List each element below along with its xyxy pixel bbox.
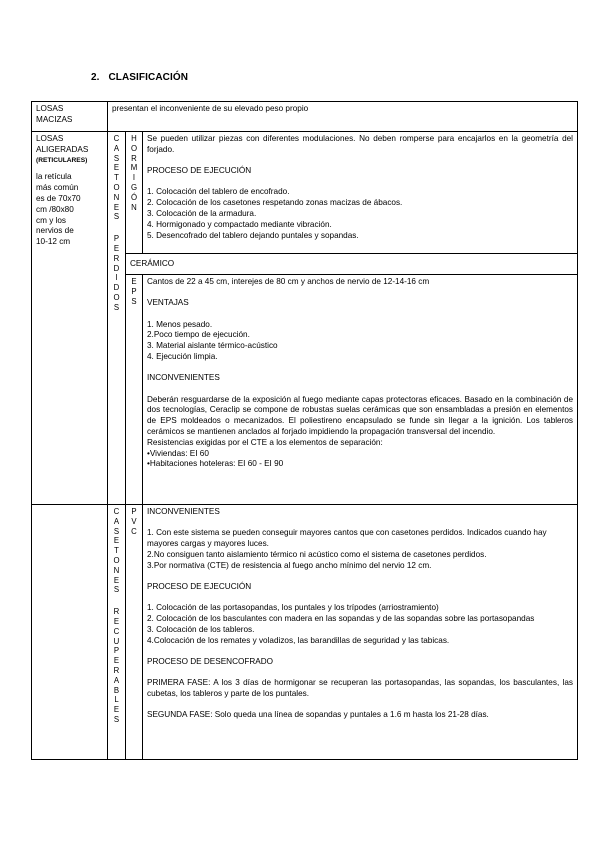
vletter: R	[113, 665, 120, 675]
eps-content	[143, 275, 578, 505]
vletter: S	[113, 153, 120, 163]
label-line: MACIZAS	[36, 114, 73, 124]
label-reticulares: (RETICULARES)	[36, 156, 88, 164]
section-number: 2.	[91, 72, 100, 83]
hormigon-step: 2. Colocación de los casetones respetando zonas macizas de ábacos.	[147, 198, 403, 208]
vletter: E	[113, 575, 120, 585]
vletter: B	[113, 685, 120, 695]
vletter: O	[113, 292, 120, 302]
label-line: LOSAS	[36, 104, 64, 113]
vletter: I	[132, 173, 136, 183]
vletter: R	[113, 253, 120, 263]
ceramico-label: CERÁMICO	[126, 254, 578, 275]
vletter: R	[131, 153, 137, 163]
vletter: U	[113, 636, 120, 646]
macizas-description: presentan el inconveniente de su elevado peso propio	[108, 102, 578, 132]
hormigon-step: 5. Desencofrado del tablero dejando puntales y sopandas.	[147, 230, 359, 240]
vletter: N	[131, 202, 137, 212]
vletter: P	[131, 507, 137, 516]
vertical-casetones-perdidos	[108, 132, 126, 505]
vletter: C	[113, 507, 120, 516]
vletter: S	[113, 302, 120, 312]
vletter: V	[131, 516, 137, 526]
pvc-inconveniente: 1. Con este sistema se pueden conseguir mayores cantos que con casetones perdidos. Indicados cuando hay mayores cargas y mayores luces.	[147, 528, 547, 549]
vletter: S	[113, 714, 120, 724]
vletter: D	[113, 263, 120, 273]
vletter: T	[114, 546, 119, 556]
section-heading	[91, 72, 188, 83]
note-line: 10-12 cm	[36, 237, 71, 247]
row-losas-macizas	[32, 102, 578, 132]
pvc-inconveniente: 3.Por normativa (CTE) de resistencia al fuego ancho mínimo del nervio 12 cm.	[147, 560, 432, 570]
vletter: C	[113, 626, 120, 636]
vletter: E	[113, 656, 120, 666]
vertical-pvc	[126, 505, 143, 760]
vletter: O	[130, 143, 138, 153]
row-hormigon	[32, 132, 578, 254]
reticula-note	[36, 172, 103, 248]
vletter: E	[113, 202, 120, 212]
label-losas-aligeradas	[32, 132, 108, 505]
eps-ventaja: 4. Ejecución limpia.	[147, 351, 218, 361]
label-line: LOSAS	[36, 134, 64, 143]
pvc-segunda-fase: SEGUNDA FASE: Solo queda una línea de sopandas y puntales a 1.6 m hasta los 21-28 días.	[147, 710, 489, 720]
vletter: H	[131, 134, 137, 143]
vletter: O	[113, 555, 120, 565]
classification-table	[31, 101, 578, 760]
vletter: N	[113, 192, 120, 202]
vletter: Ó	[130, 192, 138, 202]
vletter: P	[131, 286, 137, 296]
empty-label-cell	[32, 505, 108, 760]
vletter: M	[130, 163, 138, 173]
note-line: cm y los	[36, 215, 67, 225]
hormigon-intro: Se pueden utilizar piezas con diferentes modulaciones. No deben romperse para encajarlos en la geometría del forjado.	[147, 134, 573, 154]
eps-intro: Cantos de 22 a 45 cm, interejes de 80 cm y anchos de nervio de 12-14-16 cm	[147, 277, 430, 286]
note-line: es de 70x70	[36, 193, 81, 203]
vletter: C	[131, 526, 137, 536]
vletter: I	[115, 273, 118, 283]
hormigon-step: 4. Hormigonado y compactado mediante vibración.	[147, 219, 332, 229]
eps-ventajas-title: VENTAJAS	[147, 298, 189, 308]
hormigon-process-title: PROCESO DE EJECUCIÓN	[147, 166, 252, 176]
vletter: E	[113, 536, 120, 546]
vletter: D	[113, 283, 120, 293]
label-line: ALIGERADAS	[36, 144, 89, 154]
pvc-step: 4.Colocación de los remates y voladizos, las barandillas de seguridad y las tabicas.	[147, 635, 450, 645]
hormigon-content	[143, 132, 578, 254]
vletter: E	[131, 277, 137, 286]
vletter: E	[113, 616, 120, 626]
vletter: C	[113, 134, 120, 143]
label-losas-macizas	[32, 102, 108, 132]
eps-ventaja: 2.Poco tiempo de ejecución.	[147, 330, 250, 340]
vertical-hormigon	[126, 132, 143, 254]
vletter: R	[113, 607, 120, 617]
pvc-content	[143, 505, 578, 760]
eps-ventaja: 1. Menos pesado.	[147, 319, 213, 329]
vletter: A	[113, 143, 120, 153]
vletter: S	[113, 526, 120, 536]
note-line: cm /80x80	[36, 204, 74, 214]
row-pvc	[32, 505, 578, 760]
pvc-step: 2. Colocación de los basculantes con madera en las sopandas y de las sopandas sobre las portasopandas	[147, 614, 535, 624]
note-line: nervios de	[36, 226, 74, 236]
eps-resistencia: Resistencias exigidas por el CTE a los elementos de separación:	[147, 437, 383, 447]
pvc-inconveniente: 2.No consiguen tanto aislamiento térmico ni acústico como el sistema de casetones perdidos.	[147, 549, 487, 559]
pvc-step: 1. Colocación de las portasopandas, los puntales y los trípodes (arriostramiento)	[147, 603, 439, 613]
eps-inconvenientes-title: INCONVENIENTES	[147, 373, 220, 383]
vletter: E	[113, 163, 120, 173]
vletter: N	[113, 565, 120, 575]
vletter: T	[114, 173, 119, 183]
hormigon-step: 3. Colocación de la armadura.	[147, 208, 257, 218]
pvc-step: 3. Colocación de los tableros.	[147, 624, 255, 634]
eps-resistencia: •Viviendas: EI 60	[147, 448, 209, 458]
note-line: más común	[36, 183, 79, 193]
pvc-process-title: PROCESO DE EJECUCIÓN	[147, 581, 252, 591]
note-line: la retícula	[36, 172, 72, 182]
vletter: S	[131, 296, 137, 306]
vletter: A	[113, 675, 120, 685]
vletter: S	[113, 212, 120, 222]
vletter: L	[114, 695, 119, 705]
vletter: O	[113, 182, 120, 192]
vertical-eps	[126, 275, 143, 505]
vletter: G	[130, 182, 138, 192]
vletter: E	[113, 243, 120, 253]
vletter: A	[113, 516, 120, 526]
pvc-inconvenientes-title: INCONVENIENTES	[147, 507, 220, 516]
pvc-primera-fase: PRIMERA FASE: A los 3 días de hormigonar se recuperan las portasopandas, las sopandas, los basculantes, las cubetas, los tableros y parte de los puntales.	[147, 678, 573, 699]
vletter: P	[113, 646, 120, 656]
pvc-desencofrado-title: PROCESO DE DESENCOFRADO	[147, 656, 274, 666]
eps-ventaja: 3. Material aislante térmico-acústico	[147, 341, 278, 351]
vletter: E	[113, 705, 120, 715]
section-title: CLASIFICACIÓN	[108, 72, 189, 83]
vletter: P	[113, 234, 120, 244]
vletter: S	[113, 585, 120, 595]
eps-resistencia: •Habitaciones hoteleras: EI 60 - EI 90	[147, 459, 284, 469]
vertical-casetones-recuperables	[108, 505, 126, 760]
hormigon-step: 1. Colocación del tablero de encofrado.	[147, 187, 290, 197]
eps-inconvenientes-text: Deberán resguardarse de la exposición al fuego mediante capas protectoras eficaces. Basado en la combinación de dos tecnologías, Ceraclip se compone de robustas suelas cerámicas que son ensambladas a presión en elementos de EPS moldeados o mecanizados. El poliestireno encapsulado se funde sin llegar a la ignición. Los tableros cerámicos se mantienen anclados al forjado impidiendo la propagación transversal del incendio.	[147, 394, 573, 436]
